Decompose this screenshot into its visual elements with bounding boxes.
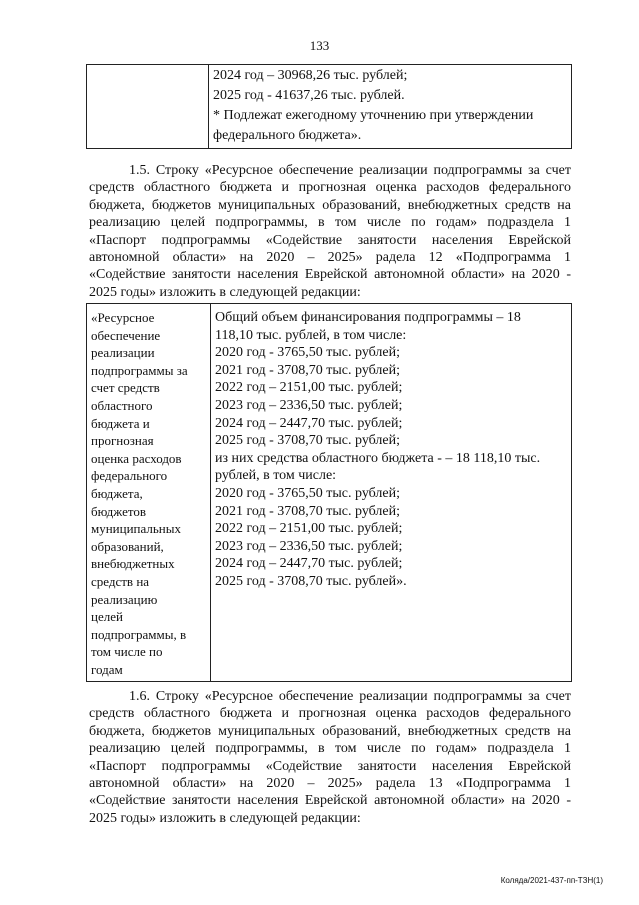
- text-line: счет средств: [91, 380, 160, 396]
- text-line: «Содействие занятости населения Еврейской автономной области» на 2020 -: [89, 267, 571, 283]
- text-line: 2020 год - 3765,50 тыс. рублей;: [215, 345, 401, 361]
- text-line: средств областного бюджета и прогнозная оценка расходов федерального: [89, 180, 571, 196]
- text-line: 118,10 тыс. рублей, в том числе:: [215, 327, 407, 343]
- text-line: реализации: [91, 345, 155, 361]
- text-line: Общий объем финансирования подпрограммы – 18: [215, 310, 521, 325]
- text-line: * Подлежат ежегодному уточнению при утверждении: [213, 108, 534, 123]
- table-cell-left: [87, 304, 211, 682]
- text-line: внебюджетных: [91, 556, 175, 572]
- text-line: 2024 год – 2447,70 тыс. рублей;: [215, 415, 403, 431]
- document-reference: Коляда/2021-437-пп-ТЗН(1): [500, 876, 603, 885]
- text-line: оценка расходов: [91, 450, 182, 466]
- text-line: 2025 год - 41637,26 тыс. рублей.: [213, 88, 405, 103]
- text-line: обеспечение: [91, 327, 161, 343]
- text-line: 2021 год - 3708,70 тыс. рублей;: [215, 362, 401, 378]
- text-line: 2024 год – 30968,26 тыс. рублей;: [213, 68, 408, 83]
- text-line: из них средства областного бюджета - – 18 118,10 тыс.: [215, 450, 541, 466]
- text-line: 2025 год - 3708,70 тыс. рублей;: [215, 433, 401, 449]
- text-line: муниципальных: [91, 521, 182, 537]
- page-number: 133: [309, 38, 330, 53]
- table-row: [87, 65, 572, 149]
- text-line: федерального: [91, 468, 168, 484]
- resource-table: [86, 303, 572, 682]
- text-line: 2022 год – 2151,00 тыс. рублей;: [215, 380, 403, 396]
- text-line: 1.5. Строку «Ресурсное обеспечение реализации подпрограммы за счет: [129, 163, 571, 178]
- text-line: прогнозная: [91, 433, 154, 449]
- text-line: бюджета,: [91, 485, 143, 501]
- text-line: средств на: [91, 573, 150, 589]
- text-line: «Паспорт подпрограммы «Содействие занятости населения Еврейской: [89, 758, 571, 774]
- text-line: реализацию целей подпрограммы, в том числе по годам» подраздела 1: [89, 215, 571, 231]
- text-line: бюджета и: [91, 415, 150, 431]
- text-line: 2025 годы» изложить в следующей редакции:: [89, 284, 361, 300]
- text-line: автономной области» на 2020 – 2025» радела 13 «Подпрограмма 1: [89, 776, 571, 792]
- table-cell-right: [211, 304, 572, 682]
- text-line: 2025 год - 3708,70 тыс. рублей».: [215, 573, 407, 589]
- text-line: федерального бюджета».: [213, 128, 362, 143]
- paragraph-1-5: [89, 162, 571, 301]
- text-line: «Ресурсное: [91, 310, 155, 325]
- text-line: 2020 год - 3765,50 тыс. рублей;: [215, 485, 401, 501]
- text-line: областного: [91, 397, 153, 413]
- text-line: реализацию: [91, 591, 158, 607]
- text-line: бюджета, бюджетов муниципальных образований, внебюджетных средств на: [89, 723, 571, 739]
- text-line: реализацию целей подпрограммы, в том числе по годам» подраздела 1: [89, 741, 571, 757]
- text-line: средств областного бюджета и прогнозная оценка расходов федерального: [89, 706, 571, 722]
- continued-table: [86, 64, 572, 149]
- text-line: рублей, в том числе:: [215, 468, 337, 484]
- text-line: образований,: [91, 538, 164, 554]
- text-line: 2023 год – 2336,50 тыс. рублей;: [215, 538, 403, 554]
- text-line: 2022 год – 2151,00 тыс. рублей;: [215, 521, 403, 537]
- text-line: автономной области» на 2020 – 2025» радела 12 «Подпрограмма 1: [89, 250, 571, 266]
- text-line: подпрограммы за: [91, 362, 188, 378]
- text-line: целей: [91, 609, 123, 625]
- text-line: 1.6. Строку «Ресурсное обеспечение реализации подпрограммы за счет: [129, 689, 571, 704]
- table-cell-left: [87, 65, 209, 149]
- text-line: «Паспорт подпрограммы «Содействие занятости населения Еврейской: [89, 232, 571, 248]
- text-line: 2024 год – 2447,70 тыс. рублей;: [215, 556, 403, 572]
- paragraph-1-6: [89, 688, 571, 827]
- text-line: 2023 год – 2336,50 тыс. рублей;: [215, 397, 403, 413]
- text-line: бюджетов: [91, 503, 147, 519]
- table-cell-right: [209, 65, 572, 149]
- text-line: бюджета, бюджетов муниципальных образований, внебюджетных средств на: [89, 197, 571, 213]
- table-row: [87, 304, 572, 682]
- text-line: том числе по: [91, 644, 163, 660]
- text-line: 2025 годы» изложить в следующей редакции:: [89, 810, 361, 826]
- text-line: подпрограммы, в: [91, 626, 187, 642]
- text-line: 2021 год - 3708,70 тыс. рублей;: [215, 503, 401, 519]
- text-line: «Содействие занятости населения Еврейской автономной области» на 2020 -: [89, 793, 571, 809]
- text-line: годам: [91, 661, 123, 677]
